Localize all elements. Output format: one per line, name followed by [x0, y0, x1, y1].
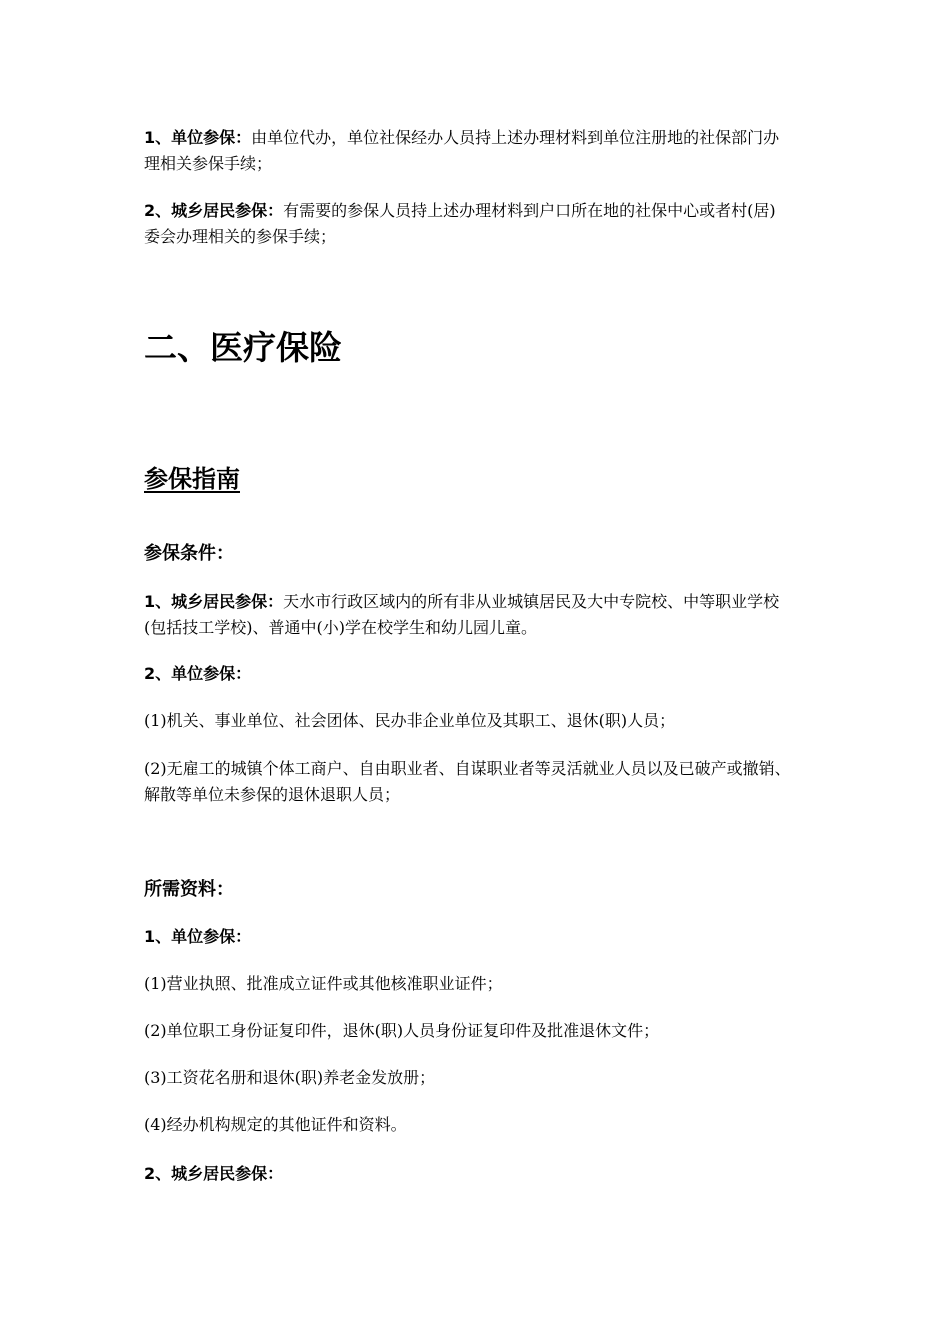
materials-item1-label: 1、单位参保：: [144, 927, 252, 946]
conditions-item2-label: 2、单位参保：: [144, 664, 252, 683]
conditions-sub2-line2: 解散等单位未参保的退休退职人员；: [144, 785, 401, 804]
paragraph-unit-enrollment-line2: 理相关参保手续；: [144, 154, 273, 173]
materials-sub4: (4)经办机构规定的其他证件和资料。: [144, 1115, 407, 1134]
materials-title: 所需资料：: [144, 879, 234, 900]
paragraph-label: 1、单位参保：: [144, 128, 252, 147]
section-title: 二、医疗保险: [144, 328, 342, 367]
materials-item2-label: 2、城乡居民参保：: [144, 1164, 284, 1183]
item-text: 天水市行政区域内的所有非从业城镇居民及大中专院校、中等职业学校: [283, 592, 780, 611]
paragraph-text: 有需要的参保人员持上述办理材料到户口所在地的社保中心或者村(居): [283, 201, 776, 220]
guide-title: 参保指南: [144, 465, 240, 493]
paragraph-label: 2、城乡居民参保：: [144, 201, 284, 220]
conditions-title: 参保条件：: [144, 543, 234, 564]
conditions-sub1: (1)机关、事业单位、社会团体、民办非企业单位及其职工、退休(职)人员；: [144, 711, 676, 730]
paragraph-unit-enrollment-line1: [144, 125, 824, 151]
materials-sub1: (1)营业执照、批准成立证件或其他核准职业证件；: [144, 974, 503, 993]
conditions-item1-line2: (包括技工学校)、普通中(小)学在校学生和幼儿园儿童。: [144, 618, 537, 637]
paragraph-text: 由单位代办，单位社保经办人员持上述办理材料到单位注册地的社保部门办: [251, 128, 780, 147]
conditions-sub2-line1: (2)无雇工的城镇个体工商户、自由职业者、自谋职业者等灵活就业人员以及已破产或撤销、: [144, 759, 791, 778]
paragraph-resident-enrollment-line2: 委会办理相关的参保手续；: [144, 227, 337, 246]
materials-sub2: (2)单位职工身份证复印件，退休(职)人员身份证复印件及批准退休文件；: [144, 1021, 660, 1040]
materials-sub3: (3)工资花名册和退休(职)养老金发放册；: [144, 1068, 436, 1087]
item-label: 1、城乡居民参保：: [144, 592, 284, 611]
paragraph-resident-enrollment-line1: [144, 198, 824, 224]
conditions-item1-line1: [144, 589, 824, 615]
